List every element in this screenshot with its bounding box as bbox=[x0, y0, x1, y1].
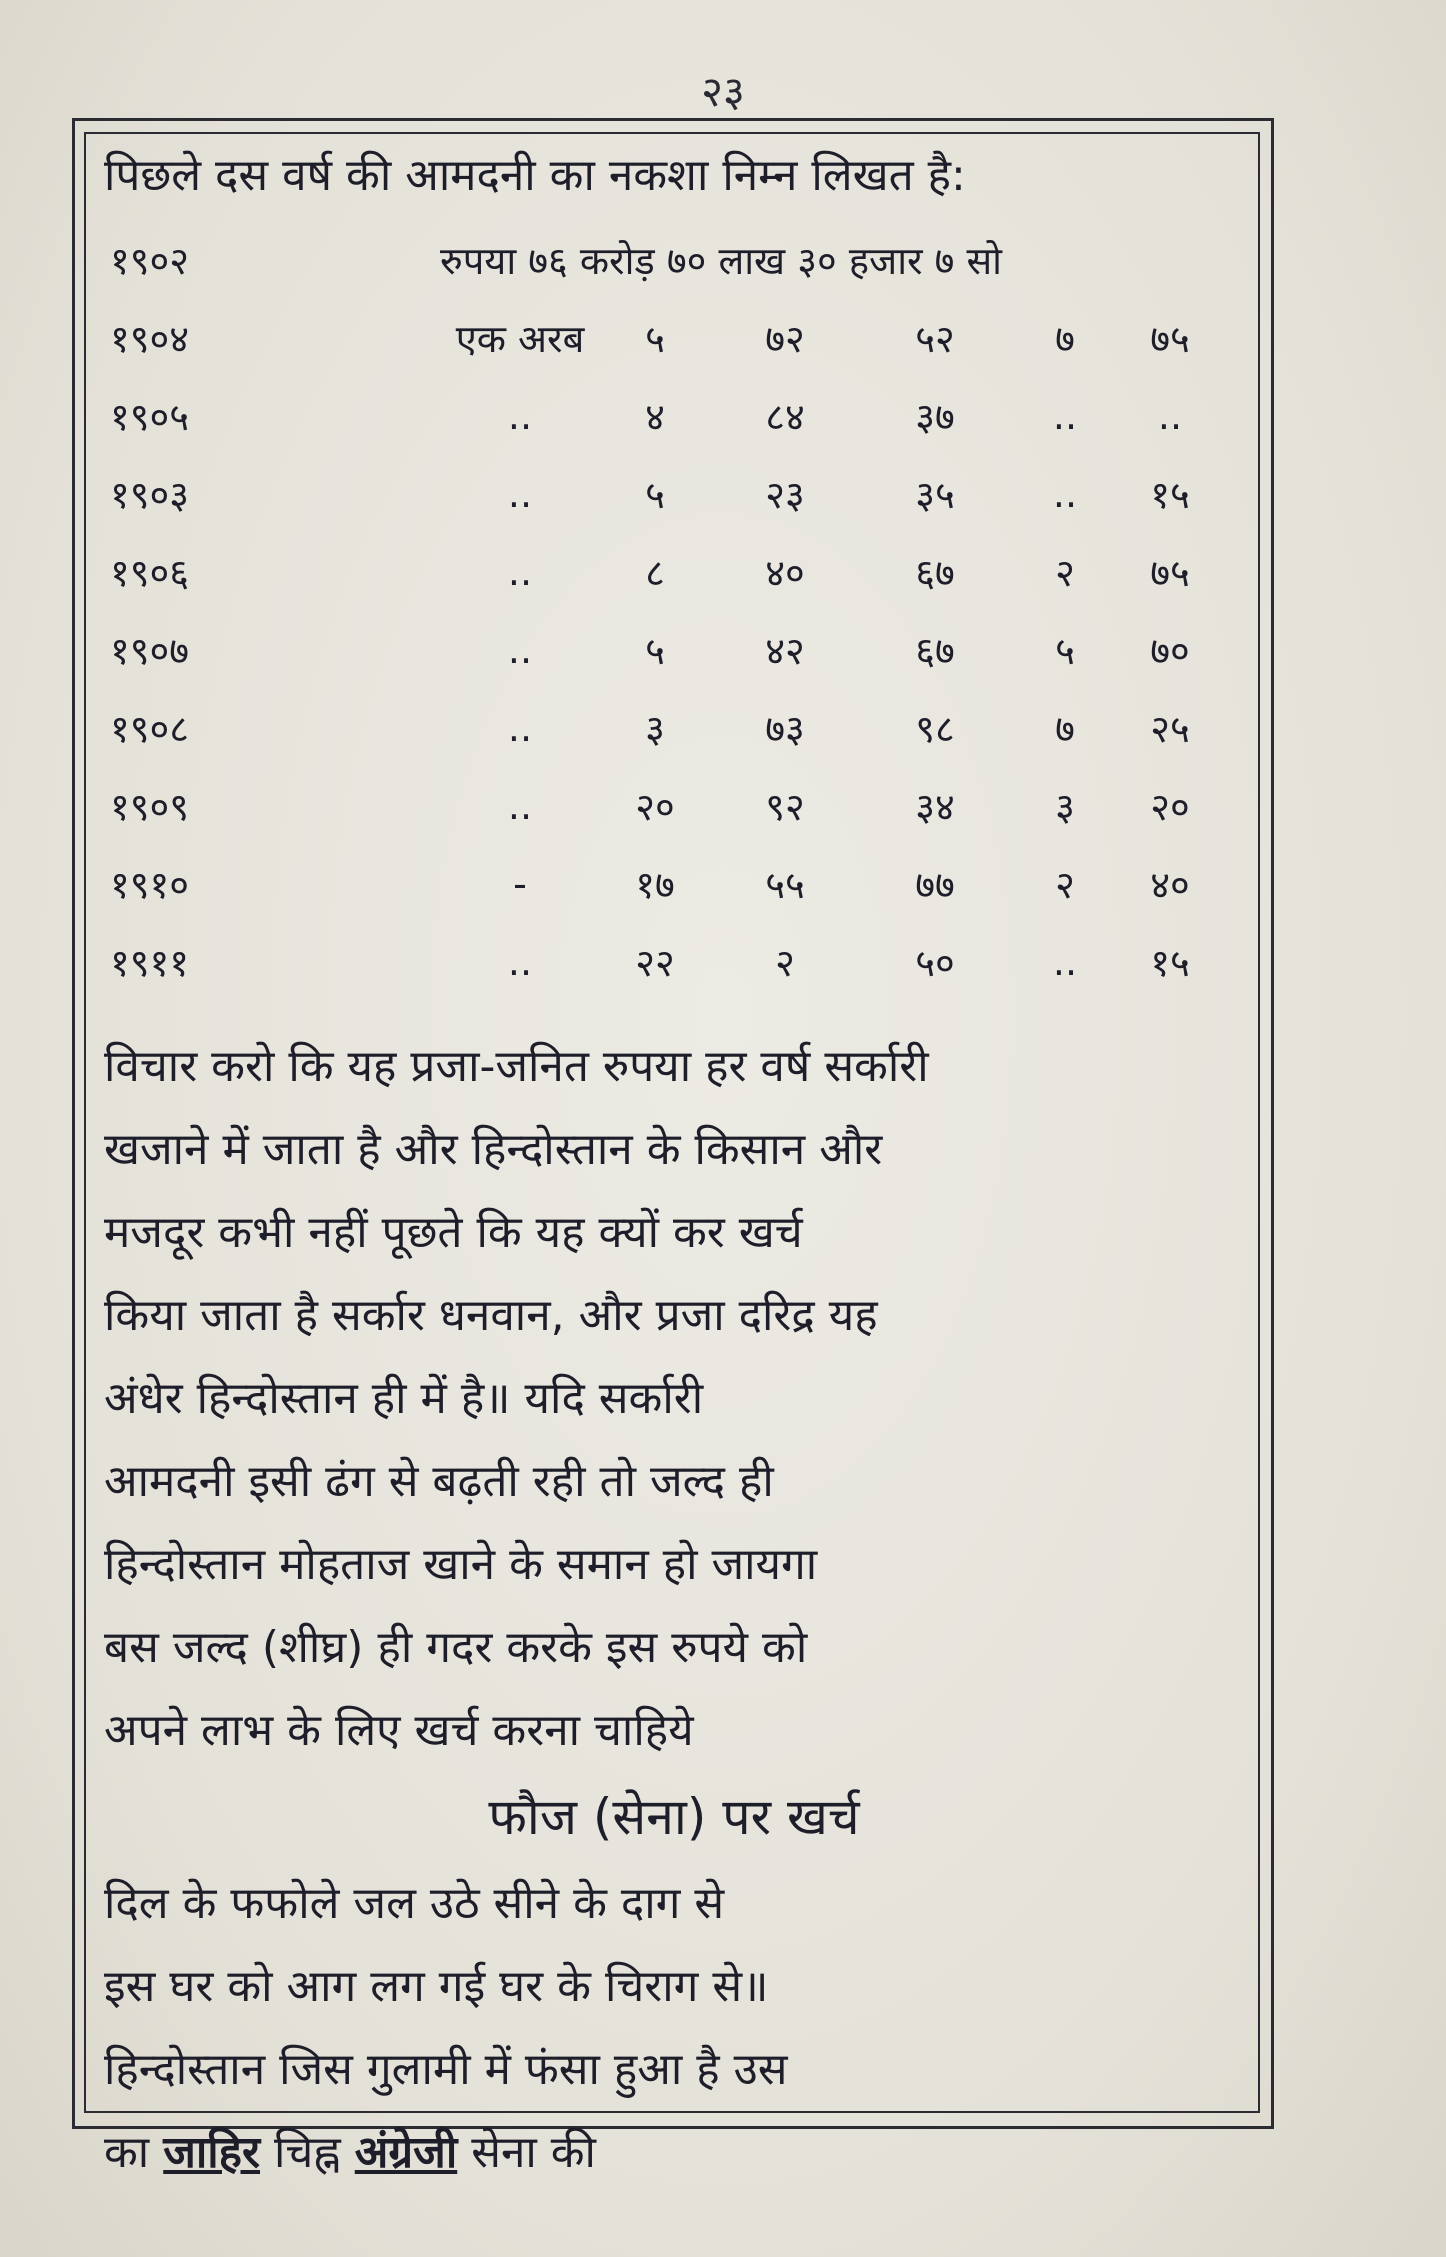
table-row bbox=[104, 845, 1244, 923]
rupees-cell: २० bbox=[1150, 784, 1190, 829]
label-cell: .. bbox=[507, 627, 533, 672]
lakh-cell: ५५ bbox=[765, 862, 805, 907]
hundred-cell: .. bbox=[1052, 471, 1078, 516]
thousand-cell: ६७ bbox=[915, 628, 955, 673]
label-cell: .. bbox=[507, 549, 533, 594]
rupees-cell: ७० bbox=[1150, 628, 1190, 673]
year-cell: १९०५ bbox=[110, 394, 190, 439]
thousand-cell: ३५ bbox=[915, 472, 955, 517]
year-cell: १९०६ bbox=[110, 550, 190, 595]
crore-cell: २२ bbox=[635, 940, 675, 985]
thousand-cell: ९८ bbox=[915, 706, 955, 751]
year-cell: १९०७ bbox=[110, 628, 190, 673]
body-text bbox=[104, 1025, 1244, 2194]
crore-cell: ५ bbox=[645, 472, 665, 517]
label-cell: .. bbox=[507, 471, 533, 516]
intro-line: पिछले दस वर्ष की आमदनी का नकशा निम्न लिखत है: bbox=[104, 150, 966, 201]
couplet-line: इस घर को आग लग गई घर के चिराग से॥ bbox=[104, 1960, 769, 2012]
label-cell: एक अरब bbox=[455, 316, 585, 361]
table-row bbox=[104, 767, 1244, 845]
rupees-cell: १५ bbox=[1150, 472, 1190, 517]
paragraph-line: खजाने में जाता है और हिन्दोस्तान के किसान और bbox=[104, 1123, 883, 1175]
table-header-row bbox=[104, 221, 1244, 299]
year-cell: १९०८ bbox=[110, 706, 190, 751]
paragraph-line: हिन्दोस्तान मोहताज खाने के समान हो जायगा bbox=[104, 1538, 818, 1590]
crore-cell: ८ bbox=[645, 550, 665, 595]
lakh-cell: ९२ bbox=[765, 784, 805, 829]
paragraph-line: अपने लाभ के लिए खर्च करना चाहिये bbox=[104, 1704, 694, 1756]
thousand-cell: ५२ bbox=[915, 316, 955, 361]
lakh-cell: ८४ bbox=[765, 394, 805, 439]
label-cell: .. bbox=[507, 939, 533, 984]
table-row bbox=[104, 455, 1244, 533]
hundred-cell: २ bbox=[1055, 550, 1075, 595]
table-row bbox=[104, 377, 1244, 455]
rupees-cell: .. bbox=[1157, 393, 1183, 438]
page-number: २३ bbox=[701, 67, 745, 116]
text-fragment: चिह्न bbox=[274, 2126, 341, 2178]
rupees-cell: १५ bbox=[1150, 940, 1190, 985]
year-cell: १९०२ bbox=[110, 238, 190, 283]
rupees-cell: ७५ bbox=[1150, 550, 1190, 595]
hundred-cell: २ bbox=[1055, 862, 1075, 907]
underlined-word: अंग्रेजी bbox=[354, 2126, 458, 2178]
crore-cell: ४ bbox=[645, 394, 665, 439]
text-fragment: का bbox=[104, 2126, 150, 2178]
hundred-cell: ७ bbox=[1055, 706, 1075, 751]
crore-cell: ५ bbox=[645, 316, 665, 361]
crore-cell: ५ bbox=[645, 628, 665, 673]
thousand-cell: ३४ bbox=[915, 784, 955, 829]
section-heading: फौज (सेना) पर खर्च bbox=[488, 1787, 860, 1846]
rupees-cell: २५ bbox=[1150, 706, 1190, 751]
lakh-cell: ७२ bbox=[765, 316, 805, 361]
label-cell: .. bbox=[507, 705, 533, 750]
paragraph-2-line: हिन्दोस्तान जिस गुलामी में फंसा हुआ है उस bbox=[104, 2043, 788, 2095]
label-cell: - bbox=[513, 861, 527, 906]
table-row bbox=[104, 689, 1244, 767]
underlined-word: जाहिर bbox=[163, 2126, 261, 2178]
lakh-cell: ७३ bbox=[765, 706, 805, 751]
paragraph-2-line bbox=[104, 2111, 1244, 2194]
thousand-cell: ३७ bbox=[915, 394, 955, 439]
crore-cell: १७ bbox=[635, 862, 675, 907]
couplet-line: दिल के फफोले जल उठे सीने के दाग से bbox=[104, 1877, 725, 1929]
paragraph-line: विचार करो कि यह प्रजा-जनित रुपया हर वर्ष सर्कारी bbox=[104, 1040, 929, 1092]
lakh-cell: २३ bbox=[765, 472, 805, 517]
paragraph-line: अंधेर हिन्दोस्तान ही में है॥ यदि सर्कारी bbox=[104, 1372, 704, 1424]
units-header: रुपया ७६ करोड़ ७० लाख ३० हजार ७ सो bbox=[440, 238, 1003, 283]
hundred-cell: ७ bbox=[1055, 316, 1075, 361]
thousand-cell: ५० bbox=[915, 940, 955, 985]
crore-cell: २० bbox=[635, 784, 675, 829]
lakh-cell: ४२ bbox=[765, 628, 805, 673]
hundred-cell: ५ bbox=[1055, 628, 1075, 673]
paragraph-line: मजदूर कभी नहीं पूछते कि यह क्यों कर खर्च bbox=[104, 1206, 803, 1258]
year-cell: १९०३ bbox=[110, 472, 190, 517]
paragraph-line: आमदनी इसी ढंग से बढ़ती रही तो जल्द ही bbox=[104, 1455, 774, 1507]
year-cell: १९११ bbox=[110, 940, 190, 985]
label-cell: .. bbox=[507, 393, 533, 438]
thousand-cell: ७७ bbox=[915, 862, 955, 907]
text-fragment: सेना की bbox=[471, 2126, 596, 2178]
rupees-cell: ४० bbox=[1150, 862, 1190, 907]
hundred-cell: ३ bbox=[1055, 784, 1075, 829]
page-content bbox=[104, 150, 1244, 2194]
hundred-cell: .. bbox=[1052, 939, 1078, 984]
paragraph-1 bbox=[104, 1025, 1244, 1772]
table-row bbox=[104, 299, 1244, 377]
table-row bbox=[104, 611, 1244, 689]
revenue-table bbox=[104, 221, 1244, 1001]
table-row bbox=[104, 533, 1244, 611]
hundred-cell: .. bbox=[1052, 393, 1078, 438]
crore-cell: ३ bbox=[645, 706, 665, 751]
year-cell: १९०९ bbox=[110, 784, 190, 829]
year-cell: १९१० bbox=[110, 862, 190, 907]
table-row bbox=[104, 923, 1244, 1001]
label-cell: .. bbox=[507, 783, 533, 828]
year-cell: १९०४ bbox=[110, 316, 190, 361]
paragraph-line: किया जाता है सर्कार धनवान, और प्रजा दरिद्र यह bbox=[104, 1289, 878, 1341]
lakh-cell: २ bbox=[775, 940, 795, 985]
rupees-cell: ७५ bbox=[1150, 316, 1190, 361]
table-rows bbox=[104, 299, 1244, 1001]
lakh-cell: ४० bbox=[765, 550, 805, 595]
paragraph-line: बस जल्द (शीघ्र) ही गदर करके इस रुपये को bbox=[104, 1621, 808, 1673]
thousand-cell: ६७ bbox=[915, 550, 955, 595]
couplet bbox=[104, 1862, 1244, 2028]
